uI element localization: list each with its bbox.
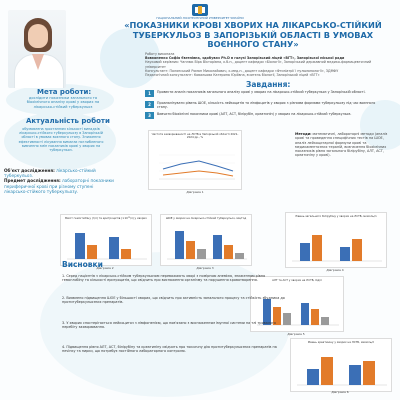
author-line: Полянський Роман Миколайович, к.мед.н., доцент кафедри «Фтизіатрії і пульмонології», ЗДМФУ xyxy=(169,68,339,73)
chart-bar xyxy=(109,237,119,259)
subject-label: Предмет дослідження: xyxy=(4,178,61,184)
relevance-title: Актуальність роботи xyxy=(26,117,110,125)
chart-plot xyxy=(61,215,151,265)
chart-caption: Діаграма 5 xyxy=(287,332,305,336)
chart-bar xyxy=(321,357,333,385)
goal-text: дослідити показники загального та біохімічного аналізу крові у хворих на лікарсько-стійкий туберкульоз xyxy=(26,96,100,109)
chart-bar xyxy=(300,243,310,261)
chart-bar xyxy=(75,233,85,259)
chart-bar xyxy=(363,361,375,385)
task-number: 1 xyxy=(145,90,154,97)
chart-bar xyxy=(197,249,206,259)
chart-caption: Діаграма 1 xyxy=(186,190,204,194)
chart-plot xyxy=(149,131,241,189)
chart-bar xyxy=(340,247,350,261)
object-label: Об'єкт дослідження: xyxy=(4,168,55,173)
tasks-title: Завдання: xyxy=(246,80,291,89)
chart-bar xyxy=(321,317,329,325)
chart-plot xyxy=(291,339,391,391)
task-item xyxy=(145,90,385,97)
author-line: Чаплюк Віра Вікторівна, к.б.н., доцент кафедри «Біології», Запорізький державний медико-фармацевтичний університет xyxy=(145,60,372,69)
chart-plot xyxy=(286,213,386,267)
chart-esr xyxy=(160,214,252,266)
task-text: Вивчити біохімічні показники крові (АЛТ, АСТ, білірубін, креатинін) у хворих на лікарсько-стійкий туберкульоз. xyxy=(157,112,352,116)
chart-bar xyxy=(121,249,131,259)
author-line: Ковальова Катерина Юріївна, вчитель біології, Запорізький ліцей «ВГТ» xyxy=(193,73,320,78)
chart-bar xyxy=(307,369,319,385)
chart-bar xyxy=(352,239,362,261)
chart-bar xyxy=(213,235,222,259)
chart-bar xyxy=(349,365,361,385)
chart-incidence xyxy=(148,130,242,190)
chart-bar xyxy=(87,245,97,259)
authors-block xyxy=(145,52,393,77)
conclusion-item: 1. Серед пацієнтів з лікарсько-стійким туберкульозом переважають хворі з помірною анемією, зниженням рівня гемоглобіну та кількості еритроцитів, що свідчить про виснаження організму та порушення кровотворення. xyxy=(62,274,266,283)
relevance-text: обумовлена зростанням кількості випадків лікарсько-стійкого туберкульозу в Запорізькій області в умовах воєнного стану. Зниження ефективності лікування вимагає поглибленого вивчення змін показників крові у хворих на туберкульоз. xyxy=(18,127,104,153)
poster-title: «ПОКАЗНИКИ КРОВІ ХВОРИХ НА ЛІКАРСЬКО-СТІЙКИЙ ТУБЕРКУЛЬОЗ В ЗАПОРІЗЬКІЙ ОБЛАСТІ В УМОВАХ ВОЄННОГО СТАНУ» xyxy=(124,20,382,50)
conclusion-item: 3. У хворих спостерігається лейкоцитоз з лімфопенією, що пов'язано з виснаженням імунної системи на тлі тривалого перебігу захворювання. xyxy=(62,321,276,330)
conclusion-item: 4. Підвищення рівня АЛТ, АСТ, білірубіну та креатиніну свідчить про токсичну дію протитуберкульозних препаратів на печінку та нирки, що потребує постійного лабораторного контролю. xyxy=(62,345,277,354)
object-subject-block xyxy=(4,168,114,194)
chart-bar xyxy=(186,241,195,259)
methods-label: Методи: xyxy=(295,132,312,136)
chart-title: Частота захворюваності на ЛСТБ в Запорізькій області 2021-2024 рр., % xyxy=(151,132,239,140)
author-photo xyxy=(8,10,66,88)
object-text: лікарсько-стійкий туберкульоз. xyxy=(4,168,96,179)
chart-bar xyxy=(312,235,322,261)
chart-creatinine xyxy=(290,338,392,392)
chart-bilirubin xyxy=(285,212,387,268)
subject-text: лабораторні показники периферичної крові при різному ступені лікарсько-стійкого туберкульозу. xyxy=(4,178,114,194)
task-item xyxy=(145,112,385,119)
chart-bar xyxy=(224,245,233,259)
chart-title: Рівень загального білірубіну у хворих на ЛСТБ, мкмоль/л xyxy=(295,214,377,218)
conclusions-title: Висновки xyxy=(62,260,103,269)
chart-plot xyxy=(161,215,251,265)
chart-title: Рівень креатиніну у хворих на ЛСТБ, мкмоль/л xyxy=(307,340,375,344)
goal-title: Мета роботи: xyxy=(37,88,92,96)
task-item xyxy=(145,101,385,109)
task-text: Проаналізувати рівень ШОЕ, кількість лейкоцитів та лімфоцитів у хворих з різними формами туберкульозу під час воєнного стану. xyxy=(157,101,376,110)
chart-title: АЛТ та АСТ у хворих на ЛСТБ, Од/л xyxy=(272,278,322,282)
logo-text: НАЦІОНАЛЬНИЙ ЛІСОТЕХНІЧНИЙ УНІВЕРСИТЕТ УКРАЇНИ xyxy=(156,16,244,20)
author-line: Вовкиненко Софія Євгенівна, здобувач Ph.D в галузі Запорізький ліцей «ВГТ», Запорізької міської ради xyxy=(145,56,345,61)
author-label: Науковий керівник: xyxy=(145,60,180,65)
methods-text: математичні, лабораторні методи (аналіз крові та проведення специфічних тестів на ШОЕ, аналіз лейкоцитарної формули крові та медикаментозних терапій, визначення біохімічних показників рівня загального білірубіну, АЛТ, АСТ, креатиніну у крові). xyxy=(295,132,388,158)
chart-bar xyxy=(175,231,184,259)
chart-hemoglobin xyxy=(60,214,152,266)
author-label: Педагогічний консультант: xyxy=(145,73,193,78)
task-number: 3 xyxy=(145,112,154,119)
chart-caption: Діаграма 2 xyxy=(96,266,114,270)
chart-caption: Діаграма 3 xyxy=(196,266,214,270)
methods-block xyxy=(295,132,390,158)
conclusion-item: 2. Виявлено підвищення ШОЕ у більшості хворих, що свідчить про активність запального процесу та стійкість збудника до протитуберкульозних препаратів. xyxy=(62,296,285,305)
chart-title: ШОЕ у хворих на лікарсько-стійкий туберкульоз, мм/год xyxy=(165,216,247,220)
task-number: 2 xyxy=(145,101,154,108)
chart-bar xyxy=(301,303,309,325)
chart-bar xyxy=(235,253,244,259)
chart-bar xyxy=(311,309,319,325)
author-label: Консультант: xyxy=(145,68,169,73)
chart-caption: Діаграма 4 xyxy=(326,268,344,272)
university-logo xyxy=(182,3,218,17)
task-text: Провести аналіз показників загального аналізу крові у хворих на лікарсько-стійкий туберкульоз у Запорізькій області. xyxy=(157,90,366,94)
chart-title: Вміст гемоглобіну (г/л) та еритроцитів (×10¹²/л) у хворих xyxy=(65,216,147,220)
chart-caption: Діаграма 6 xyxy=(331,390,349,394)
author-label: Роботу виконала xyxy=(145,52,175,56)
